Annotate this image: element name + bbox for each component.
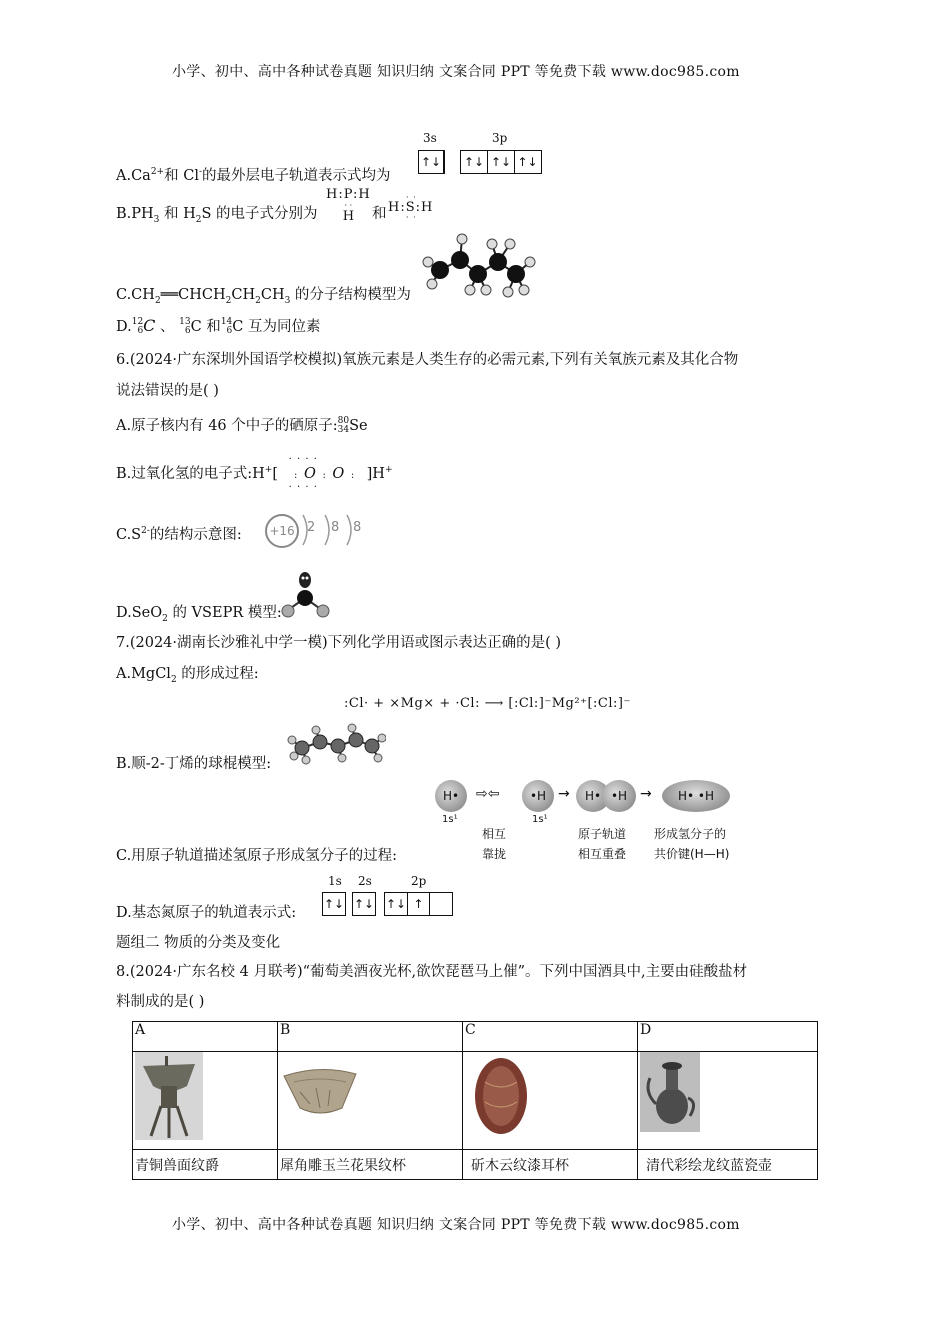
option-c-image-cell [463,1052,638,1150]
orbital-1s-label-2: 1s¹ [532,814,548,825]
q6-option-a: A.原子核内有 46 个中子的硒原子:80 34Se [116,416,368,435]
h2s-electron-formula: · · H:S:H · · [388,193,434,222]
h-atom-2: •H [522,780,554,812]
q5-option-a: $A.Ca^{2+}$和 Cl-的最外层电子轨道表示式均为 [116,167,391,184]
overlap-atom-1: H• [576,780,610,812]
arrow-2: → [640,786,652,802]
group-2-heading: 题组二 物质的分类及变化 [116,935,281,951]
option-a-image-cell [133,1052,278,1150]
bronze-jue-image [135,1052,203,1140]
overlap-atom-2: •H [602,780,636,812]
q7-option-c: C.用原子轨道描述氢原子形成氢分子的过程: [116,848,398,864]
shell-3: 8 [353,520,362,535]
arrow-1: → [558,786,570,802]
butene-molecule-model [420,232,540,300]
option-d-image-cell [638,1052,818,1150]
sulfide-ion-structure-diagram [263,510,373,550]
q8-stem-line1: 8.(2024·广东名校 4 月联考)“葡萄美酒夜光杯,欲饮琵琶马上催”。下列中国酒具中,主要由硅酸盐材 [116,964,748,980]
nucleus: +16 [265,514,299,548]
label-3p: 3p [492,131,508,145]
and-text: 和 [372,206,387,222]
rhino-horn-cup-image [280,1052,360,1132]
option-d-letter: D [638,1022,818,1052]
q6-stem-line2: 说法错误的是( ) [116,383,219,399]
orbital-1s-label-1: 1s¹ [442,814,458,825]
label-3s: 3s [423,131,437,145]
option-b-image-cell [278,1052,463,1150]
h2-molecule: H• •H [662,780,730,812]
q8-stem-line2: 料制成的是( ) [116,994,205,1010]
orbital-box-3s: ↑↓ [418,150,445,174]
q8-options-table [132,1021,818,1180]
label-2s: 2s [358,874,372,888]
orbital-box-2p: ↑↓ ↑ [384,892,453,916]
option-c-letter: C [463,1022,638,1052]
h-atom-1: H• [435,780,467,812]
q6-option-c: $C.S^{2-}$的结构示意图: [116,526,242,543]
page-footer: 小学、初中、高中各种试卷真题 知识归纳 文案合同 PPT 等免费下载 www.doc985.com [172,1217,740,1233]
hydrogen-orbital-overlap-diagram [430,780,750,870]
q5-option-c: $C.CH_2══CHCH_2CH_2CH_3$ 的分子结构模型为 [116,287,411,306]
shell-2: 8 [331,520,340,535]
q6-option-b: B.过氧化氢的电子式:H+[ · · · · : O : O : · · · · ]H+ [116,453,393,493]
label-2p: 2p [411,874,427,888]
cis-2-butene-ball-stick-model [286,722,386,770]
option-a-letter: A [133,1022,278,1052]
option-b-name: 犀角雕玉兰花果纹杯 [278,1150,463,1180]
option-d-name: 清代彩绘龙纹蓝瓷壶 [638,1150,818,1180]
q5-option-b: $B.PH_3$ 和 $H_2S$ 的电子式分别为 [116,206,318,225]
page-header: 小学、初中、高中各种试卷真题 知识归纳 文案合同 PPT 等免费下载 www.doc985.com [172,64,740,80]
mgcl2-formation-equation: :Cl· + ×Mg× + ·Cl: ⟶ [:Cl:]⁻Mg²⁺[:Cl:]⁻ [344,696,631,711]
q5-option-d: D.12 6C 、 13 6C 和14 6C 互为同位素 [116,316,321,336]
q6-stem-line1: 6.(2024·广东深圳外国语学校模拟)氧族元素是人类生存的必需元素,下列有关氧族元素及其化合物 [116,352,739,368]
seo2-vsepr-model [280,570,332,620]
q7-option-d: D.基态氮原子的轨道表示式: [116,905,297,921]
option-b-letter: B [278,1022,463,1052]
step1-caption: 相互 靠拢 [482,827,507,861]
lacquer-ear-cup-image [465,1052,545,1140]
step3-caption: 形成氢分子的 共价键(H—H) [654,827,730,861]
q7-option-b: B.顺-2-丁烯的球棍模型: [116,756,272,772]
q7-stem: 7.(2024·湖南长沙雅礼中学一模)下列化学用语或图示表达正确的是( ) [116,635,562,651]
blue-porcelain-pot-image [640,1052,700,1132]
option-a-name: 青铜兽面纹爵 [133,1150,278,1180]
ph3-electron-formula: H:P:H · · H [326,187,371,224]
orbital-box-3p: ↑↓ ↑↓ ↑↓ [460,150,542,174]
shell-1: 2 [307,520,316,535]
step2-caption: 原子轨道 相互重叠 [578,827,627,861]
orbital-box-2s: ↑↓ [352,892,376,916]
label-1s: 1s [328,874,342,888]
option-c-name: 斫木云纹漆耳杯 [463,1150,638,1180]
q6-option-d: D.SeO$_2$ 的 VSEPR 模型: [116,605,282,624]
orbital-box-1s: ↑↓ [322,892,346,916]
q7-option-a: A.MgCl$_2$ 的形成过程: [116,666,259,685]
approach-arrows: ⇨⇦ [476,786,500,802]
